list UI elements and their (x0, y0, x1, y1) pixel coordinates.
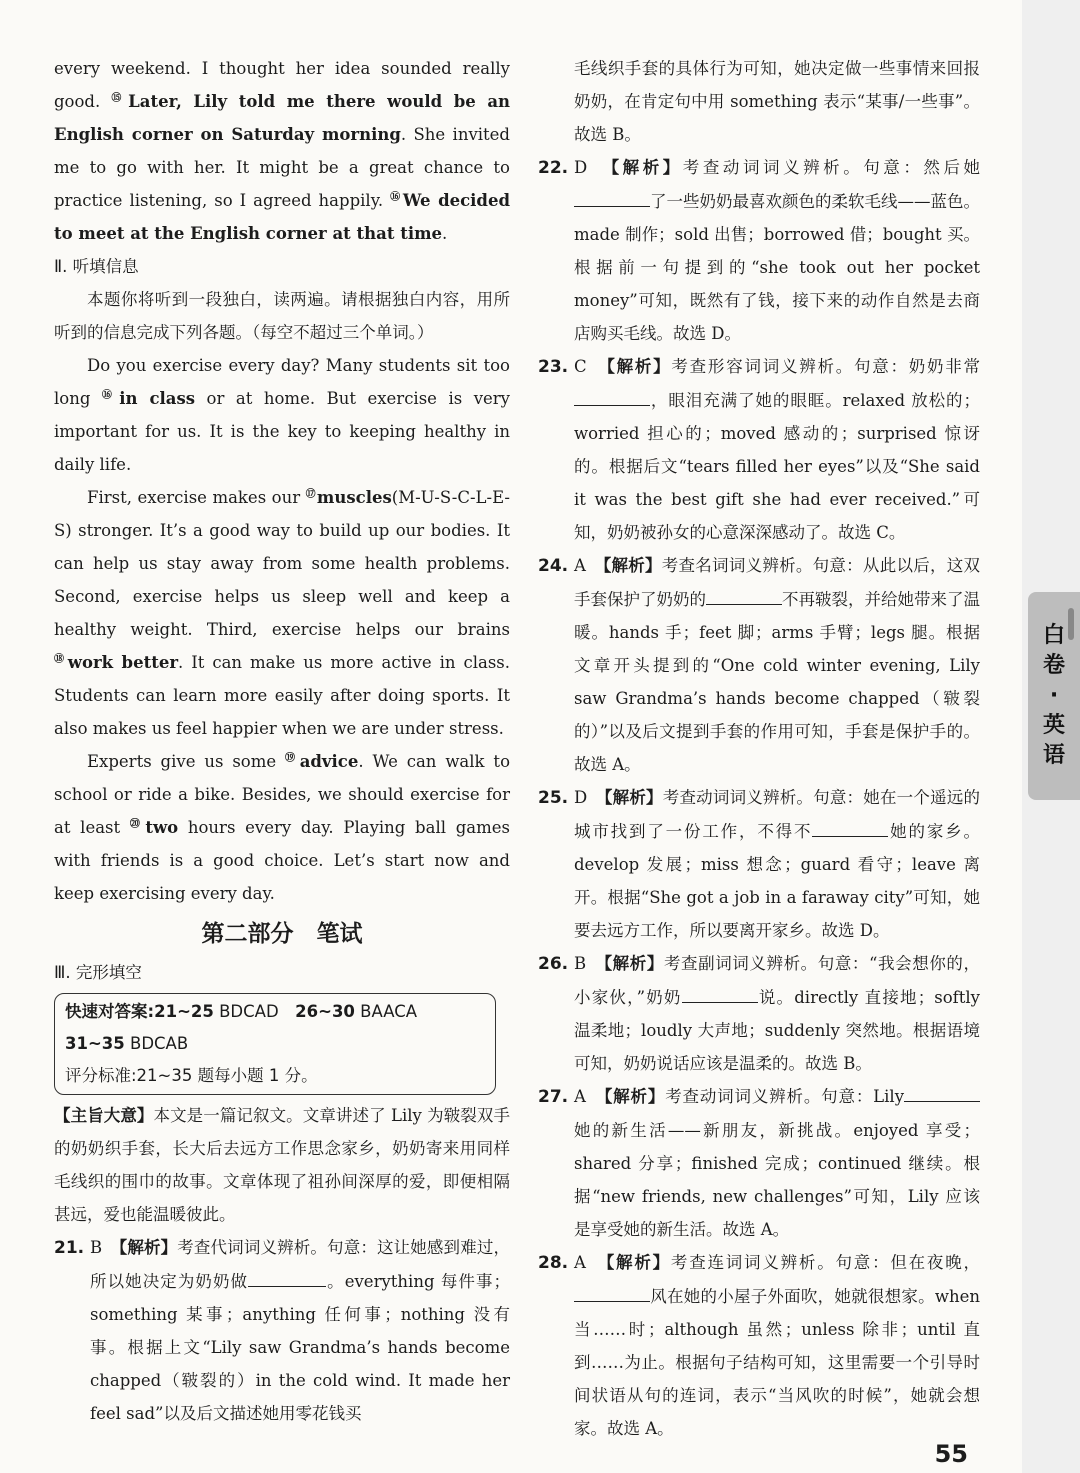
side-tab-label: 白 卷 · 英 语 (1028, 592, 1080, 800)
explanation-26: 26. B 【解析】考查副词词义辨析。句意：“我会想你的，小家伙，”奶奶 说。directly 直接地；softly 温柔地；loudly 大声地；suddenly 突然地。根据语境可知，奶奶说话应该是温柔的。故选 B。 (538, 954, 981, 1073)
explanation-24: 24. A 【解析】考查名词词义辨析。句意：从此以后，这双手套保护了奶奶的 不再皲裂，并给她带来了温暖。hands 手；feet 脚；arms 手臂；legs 腿。根据文章开头提到的“One cold winter evening, Lily saw Grandma’s hands become chapped（皲裂的）”以及后文提到手套的作用可知，手套是保护手的。故选 A。 (538, 556, 981, 774)
section-heading-listening: Ⅱ. 听填信息 (54, 257, 139, 276)
blank-line (574, 385, 650, 406)
side-tab (1022, 0, 1080, 1473)
right-column (538, 52, 980, 1445)
answer-row-1: 快速对答案:21~25 BDCAD 26~30 BAACA (65, 1002, 418, 1021)
quick-answer-box (54, 993, 496, 1095)
explanation-21-continued: 毛线织手套的具体行为可知，她决定做一些事情来回报奶奶，在肯定句中用 something 表示“某事/一些事”。故选 B。 (574, 59, 980, 144)
monologue-paragraph-2: First, exercise makes our ⑰muscles(M-U-S-C-L-E-S) stronger. It’s a good way to build up our bodies. It can help us stay away from some health problems. Second, exercise helps us sleep well and keep a healthy weight. Third, exercise helps our brains ⑱work better. It can make us more active in class. Students can learn more easily after doing sports. It also makes us feel happier when we are under stress. (54, 488, 511, 738)
blank-line (812, 816, 888, 837)
section-heading-cloze: Ⅲ. 完形填空 (54, 963, 142, 982)
blank-line (904, 1081, 980, 1102)
explanation-22: 22. D 【解析】考查动词词义辨析。句意：然后她了一些奶奶最喜欢颜色的柔软毛线——蓝色。made 制作；sold 出售；borrowed 借；bought 买。根据前一句提到的“she took out her pocket money”可知，既然有了钱，接下来的动作自然是去商店购买毛线。故选 D。 (538, 158, 981, 343)
answer-row-2: 31~35 BDCAB (65, 1034, 189, 1053)
monologue-paragraph-3: Experts give us some ⑲advice. We can walk to school or ride a bike. Besides, we should exercise for at least ⑳two hours every day. Playing ball games with friends is a good choice. Let’s start now and keep exercising every day. (54, 752, 510, 903)
blank-line (248, 1266, 326, 1287)
left-column (54, 52, 510, 1430)
part-two-title: 第二部分 笔试 (201, 921, 363, 947)
explanation-28: 28. A 【解析】考查连词词义辨析。句意：但在夜晚，风在她的小屋子外面吹，她就很想家。when 当……时；although 虽然；unless 除非；until 直到……为止。根据句子结构可知，这里需要一个引导时间状语从句的连词，表示“当风吹的时候”，她就会想家。故选 A。 (538, 1253, 981, 1438)
explanation-23: 23. C 【解析】考查形容词词义辨析。句意：奶奶非常，眼泪充满了她的眼眶。relaxed 放松的；worried 担心的；moved 感动的；surprised 惊讶的。根据后文“tears filled her eyes”以及“She said it was the best gift she had ever received.”可知，奶奶被孙女的心意深深感动了。故选 C。 (538, 357, 981, 542)
scoring-criteria: 评分标准:21~35 题每小题 1 分。 (65, 1066, 318, 1085)
monologue-paragraph-1: Do you exercise every day? Many students sit too long ⑯in class or at home. But exercise is very important for us. It is the key to keeping healthy in daily life. (54, 356, 510, 474)
listening-instructions: 本题你将听到一段独白，读两遍。请根据独白内容，用所听到的信息完成下列各题。（每空不超过三个单词。） (54, 290, 510, 342)
explanation-25: 25. D 【解析】考查动词词义辨析。句意：她在一个遥远的城市找到了一份工作，不得不 她的家乡。develop 发展；miss 想念；guard 看守；leave 离开。根据“She got a job in a faraway city”可知，她要去远方工作，所以要离开家乡。故选 D。 (538, 788, 981, 940)
blank-line (574, 186, 650, 207)
blank-line (574, 1281, 650, 1302)
explanation-27: 27. A 【解析】考查动词词义辨析。句意：Lily她的新生活——新朋友，新挑战。enjoyed 享受；shared 分享；finished 完成；continued 继续。根据“new friends, new challenges”可知，Lily 应该是享受她的新生活。故选 A。 (538, 1080, 980, 1246)
main-idea: 【主旨大意】本文是一篇记叙文。文章讲述了 Lily 为皲裂双手的奶奶织手套，长大后去远方工作思念家乡，奶奶寄来用同样毛线织的围巾的故事。文章体现了祖孙间深厚的爱，即便相隔甚远，爱也能温暖彼此。 (54, 1106, 511, 1224)
listening-text-end: every weekend. I thought her idea sounded really good. ⑮Later, Lily told me there would be an English corner on Saturday morning. She invited me to go with her. It might be a great chance to practice listening, so I agreed happily. ⑯We decided to meet at the English corner at that time. (54, 59, 511, 243)
explanation-21: 21. B 【解析】考查代词词义辨析。句意：这让她感到难过，所以她决定为奶奶做 。everything 每件事；something 某事；anything 任何事；nothing 没有事。根据上文“Lily saw Grandma’s hands become chapped（皲裂的）in the cold wind. It made her feel sad”以及后文描述她用零花钱买 (54, 1238, 511, 1423)
page-number: 55 (934, 1440, 968, 1468)
blank-line (706, 584, 782, 605)
blank-line (682, 982, 758, 1003)
side-tab-marker (1068, 608, 1074, 640)
